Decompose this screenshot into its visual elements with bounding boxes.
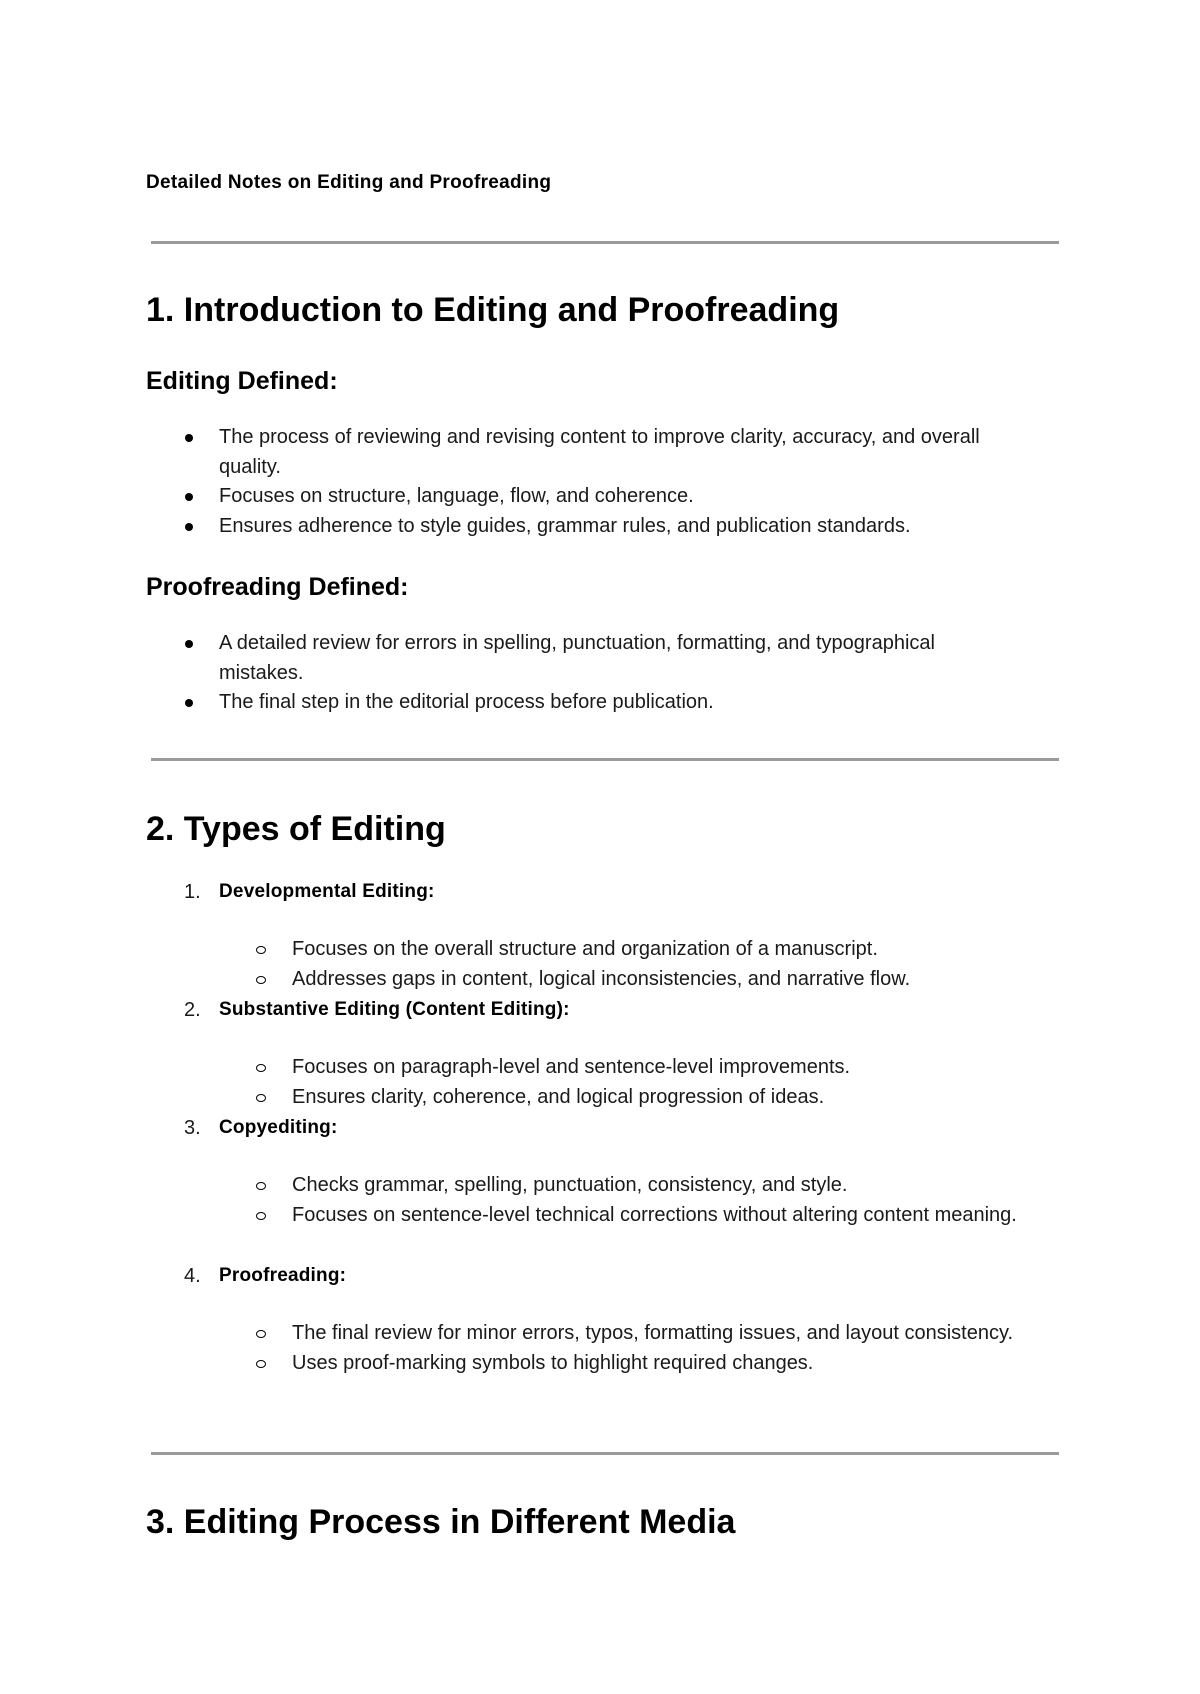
list-item: Focuses on structure, language, flow, and coherence. — [146, 482, 1019, 512]
sub-list — [146, 1319, 1172, 1378]
bullet-icon — [185, 699, 193, 707]
horizontal-rule — [151, 758, 1059, 761]
list-number: 2. — [184, 999, 201, 1021]
list-item-title: Developmental Editing: — [219, 881, 435, 902]
list-item — [146, 1113, 1046, 1226]
circle-bullet-icon — [256, 1094, 266, 1102]
sub-list-item: Focuses on paragraph-level and sentence-level improvements. — [146, 1053, 1172, 1083]
list-item-header — [146, 1261, 1046, 1291]
circle-bullet-icon — [256, 1064, 266, 1072]
circle-bullet-icon — [256, 976, 266, 984]
sub-list-item: The final review for minor errors, typos, formatting issues, and layout consistency. — [146, 1319, 1172, 1349]
section-1-heading: 1. Introduction to Editing and Proofreading — [146, 291, 840, 329]
document-title: Detailed Notes on Editing and Proofreading — [146, 172, 552, 193]
list-item — [146, 995, 1046, 1108]
list-item-title: Proofreading: — [219, 1265, 347, 1286]
circle-bullet-icon — [256, 946, 266, 954]
list-item-title: Copyediting: — [219, 1117, 338, 1138]
circle-bullet-icon — [256, 1212, 266, 1220]
bullet-icon — [185, 640, 193, 648]
sub-list-item: Checks grammar, spelling, punctuation, consistency, and style. — [146, 1171, 1172, 1201]
list-item-header — [146, 1113, 1046, 1143]
list-item — [146, 1261, 1046, 1374]
editing-defined-heading: Editing Defined: — [146, 367, 338, 395]
proofreading-defined-heading: Proofreading Defined: — [146, 573, 409, 601]
list-item-header — [146, 995, 1046, 1025]
sub-list-item: Focuses on sentence-level technical corrections without altering content meaning. — [146, 1201, 1172, 1231]
bullet-icon — [185, 434, 193, 442]
horizontal-rule — [151, 241, 1059, 244]
horizontal-rule — [151, 1452, 1059, 1455]
sub-list-item: Focuses on the overall structure and organization of a manuscript. — [146, 935, 1172, 965]
circle-bullet-icon — [256, 1360, 266, 1368]
sub-list-item: Addresses gaps in content, logical inconsistencies, and narrative flow. — [146, 965, 1172, 995]
list-number: 4. — [184, 1265, 201, 1287]
circle-bullet-icon — [256, 1182, 266, 1190]
list-item: A detailed review for errors in spelling, punctuation, formatting, and typographical mistakes. — [146, 629, 1019, 688]
list-number: 1. — [184, 881, 201, 903]
bullet-icon — [185, 493, 193, 501]
sub-list — [146, 935, 1172, 994]
sub-list-item: Uses proof-marking symbols to highlight required changes. — [146, 1349, 1172, 1379]
circle-bullet-icon — [256, 1330, 266, 1338]
proofreading-defined-list — [146, 629, 1019, 718]
editing-defined-list — [146, 423, 1019, 541]
sub-list — [146, 1171, 1172, 1230]
sub-list-item: Ensures clarity, coherence, and logical progression of ideas. — [146, 1083, 1172, 1113]
list-item: Ensures adherence to style guides, grammar rules, and publication standards. — [146, 512, 1019, 542]
section-2-heading: 2. Types of Editing — [146, 810, 446, 848]
list-item-header — [146, 877, 1046, 907]
list-item: The final step in the editorial process before publication. — [146, 688, 1019, 718]
list-item-title: Substantive Editing (Content Editing): — [219, 999, 570, 1020]
list-number: 3. — [184, 1117, 201, 1139]
list-item — [146, 877, 1046, 990]
section-3-heading: 3. Editing Process in Different Media — [146, 1503, 736, 1541]
list-item: The process of reviewing and revising content to improve clarity, accuracy, and overall quality. — [146, 423, 1019, 482]
bullet-icon — [185, 523, 193, 531]
sub-list — [146, 1053, 1172, 1112]
